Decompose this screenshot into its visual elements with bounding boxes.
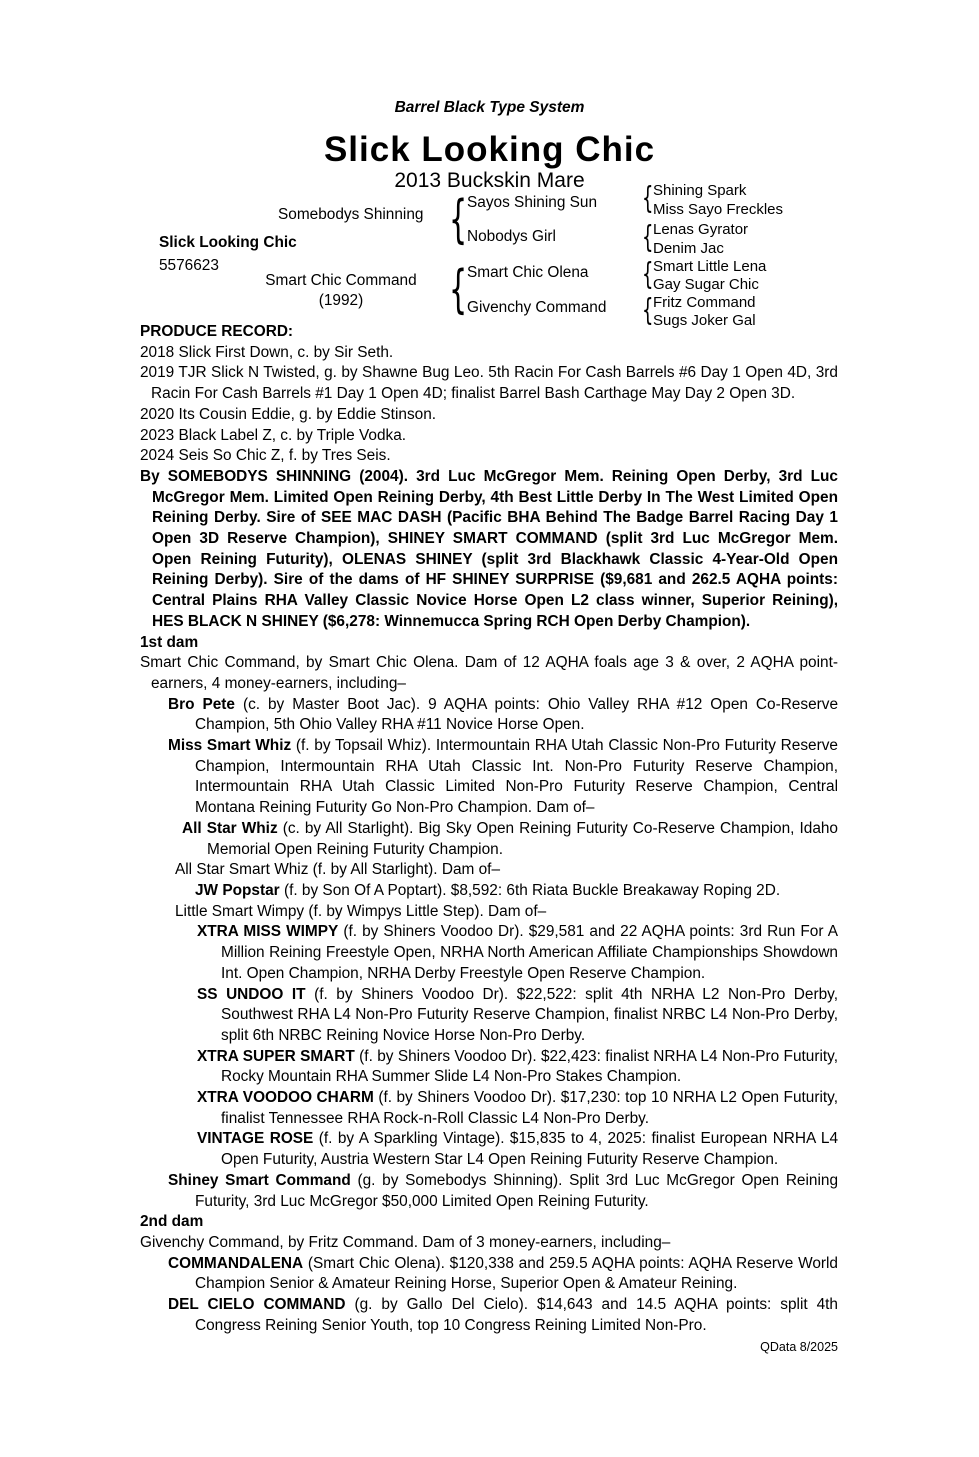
first-dam-offspring-list [140, 695, 838, 1213]
footer-credit: QData 8/2025 [760, 1340, 838, 1355]
pedigree-subject [159, 234, 297, 275]
produce-record-list [140, 343, 838, 467]
pedigree-gen4-name: Gay Sugar Chic [653, 276, 759, 293]
pedigree-gen4-name: Sugs Joker Gal [653, 312, 756, 329]
dam-name-text: Smart Chic Command [265, 272, 417, 289]
offspring-entry: Shiney Smart Command (g. by Somebodys Shinning). Split 3rd Luc McGregor Open Reining Futurity, 3rd Luc McGregor $50,000 Limited Open Reining Futurity. [168, 1171, 839, 1210]
pedigree-gen3-name: Nobodys Girl [467, 228, 556, 245]
produce-record-entry: 2019 TJR Slick N Twisted, g. by Shawne Bug Leo. 5th Racin For Cash Barrels #6 Day 1 Open 4D, 3rd Racin For Cash Barrels #1 Day 1 Open 4D; finalist Barrel Bash Carthage May Day 2 Open 3D. [140, 364, 838, 403]
produce-record-entry: 2024 Seis So Chic Z, f. by Tres Seis. [140, 447, 391, 465]
offspring-entry: XTRA VOODOO CHARM (f. by Shiners Voodoo Dr). $17,230: top 10 NRHA L2 Open Futurity, finalist Tennessee RHA Rock-n-Roll Classic L4 Non-Pro Derby. [197, 1089, 839, 1127]
subject-name: Slick Looking Chic [159, 234, 297, 251]
offspring-entry: VINTAGE ROSE (f. by A Sparkling Vintage). $15,835 to 4, 2025: finalist European NRHA L4 Open Futurity, Austria Western Star L4 Open Reining Futurity Reserve Champion. [197, 1130, 838, 1169]
offspring-name: Little Smart Wimpy [175, 902, 305, 920]
pedigree-gen3-name: Sayos Shining Sun [467, 194, 598, 211]
offspring-entry: COMMANDALENA (Smart Chic Olena). $120,338 and 259.5 AQHA points: AQHA Reserve World Champion Senior & Amateur Reining Horse, Superior Open & Amateur Reining. [168, 1254, 838, 1293]
first-dam-intro: Smart Chic Command, by Smart Chic Olena. Dam of 12 AQHA foals age 3 & over, 2 AQHA point-earners, 4 money-earners, including– [140, 654, 838, 692]
pedigree-gen3-name: Smart Chic Olena [467, 264, 589, 281]
offspring-name: All Star Smart Whiz [175, 861, 309, 879]
offspring-entry: Miss Smart Whiz (f. by Topsail Whiz). Intermountain RHA Utah Classic Non-Pro Futurity Reserve Champion, Intermountain RHA Utah Classic Int. Non-Pro Futurity Reserve Champion, Intermountain RHA Utah Classic Limited Non-Pro Futurity Reserve Champion, Central Montana Reining Futurity Go Non-Pro Champion. Dam of– [168, 737, 838, 817]
produce-record-entry: 2023 Black Label Z, c. by Triple Vodka. [140, 426, 407, 444]
offspring-name: DEL CIELO COMMAND [168, 1296, 346, 1314]
pedigree-gen3-name: Givenchy Command [467, 299, 607, 316]
dam-name [261, 271, 421, 310]
produce-record-heading: PRODUCE RECORD: [140, 323, 294, 340]
offspring-name: Miss Smart Whiz [168, 737, 292, 755]
offspring-name: Shiney Smart Command [168, 1171, 351, 1189]
offspring-entry: XTRA SUPER SMART (f. by Shiners Voodoo Dr). $22,423: finalist NRHA L4 Non-Pro Futurity, Rocky Mountain RHA Summer Slide L4 Non-Pro Stakes Champion. [197, 1047, 838, 1086]
dam-foaled-year: (1992) [318, 291, 364, 309]
sire-summary-paragraph: By SOMEBODYS SHINNING (2004). 3rd Luc McGregor Mem. Reining Open Derby, 3rd Luc McGregor Mem. Limited Open Reining Derby, 4th Best Little Derby In The West Limited Open Reining Derby. Sire of SEE MAC DASH (Pacific BHA Behind The Badge Barrel Racing Day 1 Open 3D Reserve Champion), SHINEY SMART COMMAND (split 3rd Luc McGregor Mem. Open Reining Futurity), OLENAS SHINEY (split 3rd Blackhawk Classic 4-Year-Old Open Reining Derby). Sire of the dams of HF SHINEY SURPRISE ($9,681 and 262.5 AQHA points: Central Plains RHA Valley Classic Novice Horse Open L2 class winner, Superior Reining), HES BLACK N SHINEY ($6,278: Winnemucca Spring RCH Open Derby Champion). [140, 467, 838, 630]
pedigree-gen4-name: Lenas Gyrator [653, 221, 749, 238]
pedigree-chart [0, 0, 979, 330]
pedigree-brace-icon: { [642, 181, 654, 216]
offspring-name: XTRA VOODOO CHARM [197, 1089, 374, 1107]
pedigree-brace-icon: { [642, 220, 654, 255]
offspring-name: XTRA MISS WIMPY [197, 923, 339, 941]
pedigree-brace-icon: { [642, 293, 654, 328]
offspring-entry: DEL CIELO COMMAND (g. by Gallo Del Cielo). $14,643 and 14.5 AQHA points: split 4th Congress Reining Senior Youth, top 10 Congress Reining Limited Non-Pro. [168, 1296, 838, 1334]
offspring-entry: Bro Pete (c. by Master Boot Jac). 9 AQHA points: Ohio Valley RHA #12 Open Co-Reserve Champion, 5th Ohio Valley RHA #11 Novice Horse Open. [168, 695, 839, 734]
produce-record-entry: 2020 Its Cousin Eddie, g. by Eddie Stinson. [140, 405, 437, 423]
pedigree-gen4-name: Miss Sayo Freckles [653, 201, 784, 218]
offspring-name: XTRA SUPER SMART [197, 1047, 355, 1065]
second-dam-offspring-list [140, 1254, 838, 1337]
offspring-entry: Little Smart Wimpy (f. by Wimpys Little Step). Dam of– [175, 902, 547, 920]
registration-number: 5576623 [159, 257, 219, 274]
second-dam-heading: 2nd dam [140, 1213, 204, 1231]
second-dam-intro: Givenchy Command, by Fritz Command. Dam of 3 money-earners, including– [140, 1233, 671, 1251]
pedigree-brace-icon: { [449, 260, 468, 320]
offspring-name: JW Popstar [195, 881, 280, 899]
pedigree-gen4-name: Smart Little Lena [653, 258, 767, 275]
sire-name: Somebodys Shinning [278, 206, 424, 223]
pedigree-brace-icon: { [449, 190, 468, 250]
pedigree-gen4-name: Shining Spark [653, 182, 747, 199]
offspring-name: SS UNDOO IT [197, 985, 306, 1003]
offspring-name: Bro Pete [168, 695, 235, 713]
offspring-entry: XTRA MISS WIMPY (f. by Shiners Voodoo Dr). $29,581 and 22 AQHA points: 3rd Run For A Million Reining Freestyle Open, NRHA North American Affiliate Championships Showdown Int. Open Champion, NRHA Derby Freestyle Open Reserve Champion. [197, 923, 838, 982]
offspring-name: VINTAGE ROSE [197, 1130, 314, 1148]
offspring-entry: All Star Whiz (c. by All Starlight). Big Sky Open Reining Futurity Co-Reserve Champion, Idaho Memorial Open Reining Futurity Champion. [182, 819, 838, 858]
offspring-entry: All Star Smart Whiz (f. by All Starlight). Dam of– [175, 861, 500, 879]
page-title: Slick Looking Chic [323, 130, 656, 169]
offspring-entry: SS UNDOO IT (f. by Shiners Voodoo Dr). $22,522: split 4th NRHA L2 Non-Pro Derby, Southwest RHA L4 Non-Pro Futurity Reserve Champion, finalist NRBC L4 Non-Pro Derby, split 6th NRBC Reining Novice Horse Non-Pro Derby. [197, 985, 838, 1044]
document-body [140, 322, 838, 1355]
pedigree-brace-icon: { [642, 257, 654, 292]
system-label: Barrel Black Type System [394, 99, 585, 116]
produce-record-entry: 2018 Slick First Down, c. by Sir Seth. [140, 343, 394, 361]
offspring-entry: JW Popstar (f. by Son Of A Poptart). $8,592: 6th Riata Buckle Breakaway Roping 2D. [195, 881, 781, 899]
first-dam-heading: 1st dam [140, 633, 199, 651]
offspring-name: All Star Whiz [182, 819, 278, 837]
pedigree-gen4-name: Fritz Command [653, 294, 756, 311]
pedigree-gen4-name: Denim Jac [653, 240, 724, 257]
offspring-name: COMMANDALENA [168, 1254, 304, 1272]
horse-year-color-sex: 2013 Buckskin Mare [394, 169, 585, 192]
